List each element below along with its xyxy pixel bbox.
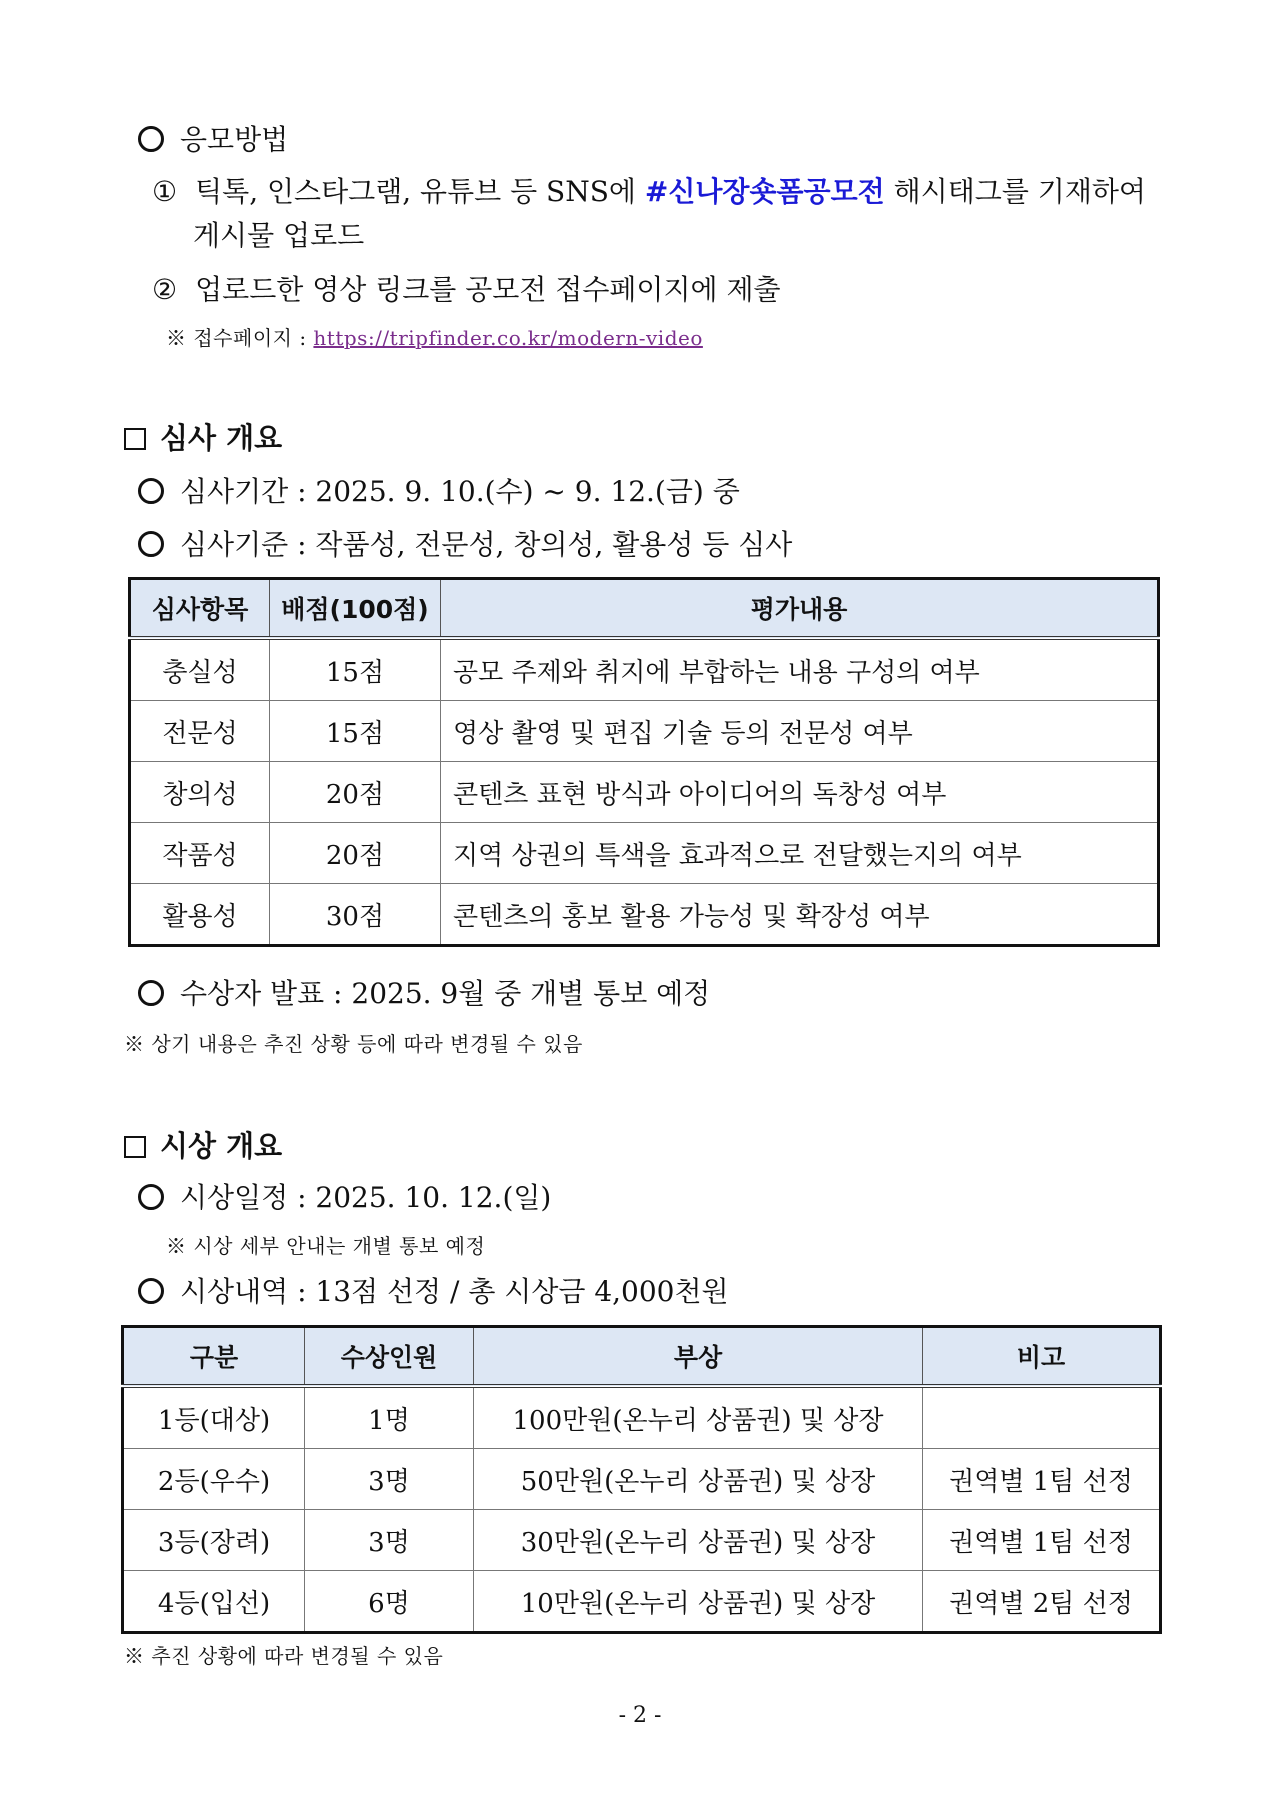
circle-bullet-icon — [138, 531, 164, 557]
table-row: 창의성 20점 콘텐츠 표현 방식과 아이디어의 독창성 여부 — [130, 762, 1159, 823]
review-period: 심사기간 : 2025. 9. 10.(수) ~ 9. 12.(금) 중 — [138, 470, 740, 510]
table-header-row — [130, 579, 1159, 639]
apply-step1: ① 틱톡, 인스타그램, 유튜브 등 SNS에 #신나장숏폼공모전 해시태그를 기재하여 — [152, 175, 1146, 208]
review-criteria: 심사기준 : 작품성, 전문성, 창의성, 활용성 등 심사 — [138, 523, 792, 563]
review-table — [128, 577, 1160, 947]
circle-bullet-icon — [138, 1278, 164, 1304]
table-row: 2등(우수) 3명 50만원(온누리 상품권) 및 상장 권역별 1팀 선정 — [123, 1449, 1161, 1510]
col-header: 심사항목 — [130, 579, 270, 639]
award-date-note: ※ 시상 세부 안내는 개별 통보 예정 — [166, 1234, 486, 1258]
review-note: ※ 상기 내용은 추진 상황 등에 따라 변경될 수 있음 — [124, 1032, 583, 1056]
submission-url-link[interactable]: https://tripfinder.co.kr/modern-video — [313, 326, 703, 350]
apply-note: ※ 접수페이지 : https://tripfinder.co.kr/modern-video — [166, 326, 703, 350]
table-row: 활용성 30점 콘텐츠의 홍보 활용 가능성 및 확장성 여부 — [130, 884, 1159, 946]
circle-bullet-icon — [138, 478, 164, 504]
award-section-title: 시상 개요 — [124, 1124, 282, 1165]
circle-bullet-icon — [138, 126, 164, 152]
apply-step2: ② 업로드한 영상 링크를 공모전 접수페이지에 제출 — [152, 273, 781, 306]
circle-bullet-icon — [138, 980, 164, 1006]
col-header: 부상 — [474, 1327, 923, 1387]
table-row: 1등(대상) 1명 100만원(온누리 상품권) 및 상장 — [123, 1386, 1161, 1449]
review-section-title: 심사 개요 — [124, 416, 282, 457]
review-announce: 수상자 발표 : 2025. 9월 중 개별 통보 예정 — [138, 972, 710, 1012]
apply-heading: 응모방법 — [138, 118, 288, 158]
award-detail: 시상내역 : 13점 선정 / 총 시상금 4,000천원 — [138, 1270, 729, 1310]
col-header: 평가내용 — [441, 579, 1159, 639]
col-header: 비고 — [923, 1327, 1161, 1387]
col-header: 수상인원 — [305, 1327, 474, 1387]
checkbox-square-icon — [124, 428, 146, 450]
table-row: 전문성 15점 영상 촬영 및 편집 기술 등의 전문성 여부 — [130, 701, 1159, 762]
award-date: 시상일정 : 2025. 10. 12.(일) — [138, 1176, 551, 1216]
col-header: 배점(100점) — [270, 579, 441, 639]
checkbox-square-icon — [124, 1136, 146, 1158]
hashtag: #신나장숏폼공모전 — [644, 175, 885, 208]
apply-step1-cont: 게시물 업로드 — [193, 219, 365, 252]
table-header-row — [123, 1327, 1161, 1387]
col-header: 구분 — [123, 1327, 305, 1387]
circle-bullet-icon — [138, 1184, 164, 1210]
table-row: 충실성 15점 공모 주제와 취지에 부합하는 내용 구성의 여부 — [130, 638, 1159, 701]
award-table — [121, 1325, 1162, 1634]
table-row: 작품성 20점 지역 상권의 특색을 효과적으로 전달했는지의 여부 — [130, 823, 1159, 884]
table-row: 4등(입선) 6명 10만원(온누리 상품권) 및 상장 권역별 2팀 선정 — [123, 1571, 1161, 1633]
award-note: ※ 추진 상황에 따라 변경될 수 있음 — [124, 1644, 444, 1668]
page-number: - 2 - — [618, 1703, 662, 1728]
table-row: 3등(장려) 3명 30만원(온누리 상품권) 및 상장 권역별 1팀 선정 — [123, 1510, 1161, 1571]
